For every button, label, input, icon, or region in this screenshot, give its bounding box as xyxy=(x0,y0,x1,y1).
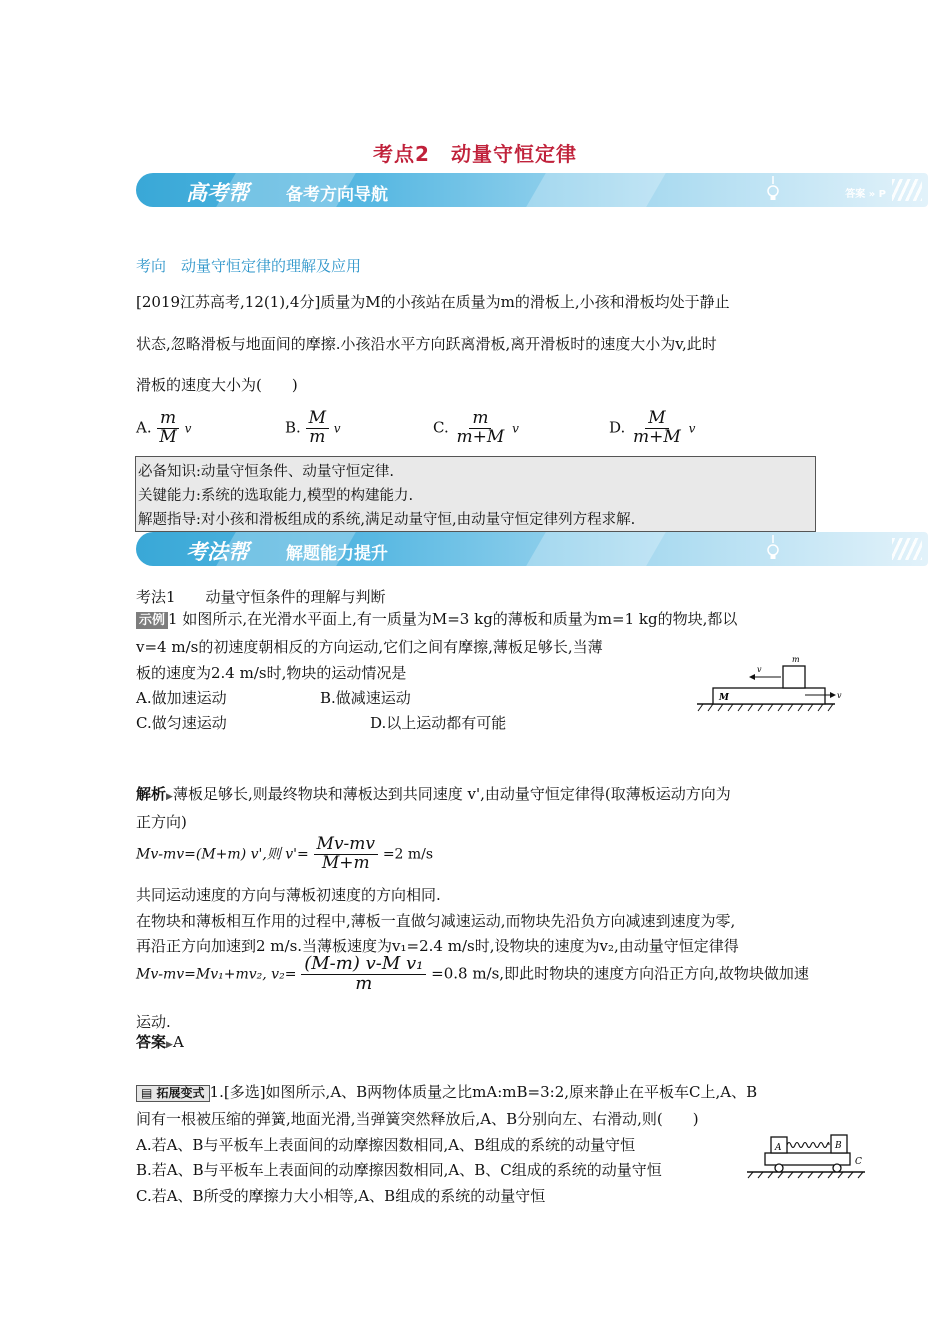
q1-line2: 状态,忽略滑板与地面间的摩擦.小孩沿水平方向跃离滑板,离开滑板时的速度大小为v,此时 xyxy=(136,335,717,353)
ext-option-b[interactable]: B.若A、B与平板车上表面间的动摩擦因数相同,A、B、C组成的系统的动量守恒 xyxy=(136,1161,662,1179)
solution-text: 薄板足够长,则最终物块和薄板达到共同速度 v',由动量守恒定律得(取薄板运动方向为 xyxy=(172,785,731,803)
option-tail: v xyxy=(512,421,519,436)
numerator: M xyxy=(645,410,668,429)
ext-text: 1.[多选]如图所示,A、B两物体质量之比mA:mB=3:2,原来静止在平板车C上,A、B xyxy=(209,1083,758,1101)
q1-option-b[interactable] xyxy=(285,410,341,447)
banner-kaofabang xyxy=(136,532,928,566)
numerator: m xyxy=(469,410,491,429)
box-line2: 关键能力:系统的选取能力,模型的构建能力. xyxy=(138,488,414,504)
equation-2 xyxy=(136,955,809,994)
label-v1: v xyxy=(757,665,762,674)
ext-tag-label: 拓展变式 xyxy=(156,1086,205,1100)
eq2-right: =0.8 m/s,即此时物块的速度方向沿正方向,故物块做加速 xyxy=(431,964,809,983)
example-tag: 示例 xyxy=(136,612,168,629)
label-B: B xyxy=(835,1141,842,1151)
page-title: 考点2 动量守恒定律 xyxy=(373,142,577,166)
banner-main: 考法帮 xyxy=(186,540,249,564)
q1-line3: 滑板的速度大小为( ) xyxy=(136,376,298,394)
numerator: (M-m) v-M v₁ xyxy=(301,955,426,975)
stripes-decoration xyxy=(892,538,922,560)
answer-value: A xyxy=(172,1033,184,1051)
numerator: M xyxy=(306,410,329,429)
option-tail: v xyxy=(184,421,192,436)
example-option-a[interactable]: A.做加速运动 xyxy=(136,689,227,707)
kaofa1-heading: 考法1 动量守恒条件的理解与判断 xyxy=(136,588,386,606)
option-label: C. xyxy=(433,418,449,437)
banner-sub: 解题能力提升 xyxy=(286,544,388,564)
doc-icon: ▤ xyxy=(141,1086,157,1100)
solution-line3: 共同运动速度的方向与薄板初速度的方向相同. xyxy=(136,886,441,904)
banner-sub: 备考方向导航 xyxy=(286,185,388,205)
example-line3: 板的速度为2.4 m/s时,物块的运动情况是 xyxy=(136,664,407,682)
fraction xyxy=(306,410,329,447)
denominator: M xyxy=(159,426,177,447)
denominator: m xyxy=(309,426,326,447)
ext-option-c[interactable]: C.若A、B所受的摩擦力大小相等,A、B组成的系统的动量守恒 xyxy=(136,1187,546,1205)
label-C: C xyxy=(855,1157,862,1167)
board-block-figure xyxy=(695,652,845,714)
triangle-icon: ▶ xyxy=(166,792,173,802)
fraction xyxy=(301,955,426,994)
cart-spring-figure xyxy=(745,1128,870,1180)
box-line3: 解题指导:对小孩和滑板组成的系统,满足动量守恒,由动量守恒定律列方程求解. xyxy=(138,512,636,528)
label-M: M xyxy=(719,693,729,703)
numerator: m xyxy=(157,410,179,429)
kaoxiang-heading: 考向 动量守恒定律的理解及应用 xyxy=(136,257,362,275)
triangle-icon: ▶ xyxy=(166,1040,173,1050)
stripes-decoration xyxy=(892,179,922,201)
banner-main: 高考帮 xyxy=(186,181,249,205)
option-label: D. xyxy=(609,418,626,437)
example-text: 1 如图所示,在光滑水平面上,有一质量为M=3 kg的薄板和质量为m=1 kg的物块,都以 xyxy=(168,610,738,628)
box-line1: 必备知识:动量守恒条件、动量守恒定律. xyxy=(138,464,394,480)
q1-option-d[interactable] xyxy=(609,410,695,447)
example-option-c[interactable]: C.做匀速运动 xyxy=(136,714,227,732)
ext-line2: 间有一根被压缩的弹簧,地面光滑,当弹簧突然释放后,A、B分别向左、右滑动,则( ) xyxy=(136,1110,699,1128)
label-m: m xyxy=(792,655,800,664)
q1-option-c[interactable] xyxy=(433,410,519,447)
ext-tag xyxy=(136,1085,210,1102)
example-line1 xyxy=(136,608,737,629)
eq1-left: Mv-mv=(M+m) v',则 v'= xyxy=(136,846,309,863)
solution-tag: 解析 xyxy=(136,785,167,803)
answer-line xyxy=(136,1031,184,1052)
option-label: B. xyxy=(285,418,301,437)
q1-option-a[interactable] xyxy=(136,410,191,447)
solution-line6: 运动. xyxy=(136,1013,171,1031)
q1-line1: [2019江苏高考,12(1),4分]质量为M的小孩站在质量为m的滑板上,小孩和滑板均处于静止 xyxy=(136,293,730,311)
solution-line4: 在物块和薄板相互作用的过程中,薄板一直做匀减速运动,而物块先沿负方向减速到速度为零, xyxy=(136,912,736,930)
option-tail: v xyxy=(333,421,341,436)
denominator: M+m xyxy=(321,852,370,873)
banner-gaokaobang xyxy=(136,173,928,207)
label-v2: v xyxy=(837,691,842,700)
solution-line1 xyxy=(136,783,731,804)
label-A: A xyxy=(775,1143,782,1153)
fraction xyxy=(454,410,508,447)
option-tail: v xyxy=(688,421,696,436)
ext-line1 xyxy=(136,1081,757,1102)
eq2-left: Mv-mv=Mv₁+mv₂, v₂= xyxy=(136,966,297,983)
lightbulb-icon xyxy=(766,176,780,202)
ext-option-a[interactable]: A.若A、B与平板车上表面间的动摩擦因数相同,A、B组成的系统的动量守恒 xyxy=(136,1136,636,1154)
example-line2: v=4 m/s的初速度朝相反的方向运动,它们之间有摩擦,薄板足够长,当薄 xyxy=(136,638,603,656)
fraction xyxy=(314,836,378,873)
numerator: Mv-mv xyxy=(314,836,378,855)
solution-line2: 正方向) xyxy=(136,813,187,831)
answer-tag: 答案 xyxy=(136,1033,167,1051)
denominator: m+M xyxy=(633,426,681,447)
eq1-right: =2 m/s xyxy=(382,846,434,863)
example-option-d[interactable]: D.以上运动都有可能 xyxy=(370,714,507,732)
fraction xyxy=(156,410,179,447)
knowledge-box xyxy=(135,456,816,532)
equation-1 xyxy=(136,836,433,873)
denominator: m xyxy=(355,972,373,994)
example-option-b[interactable]: B.做减速运动 xyxy=(320,689,411,707)
denominator: m+M xyxy=(456,426,505,447)
lightbulb-icon xyxy=(766,535,780,561)
solution-line5: 再沿正方向加速到2 m/s.当薄板速度为v₁=2.4 m/s时,设物块的速度为v₂,由动量守恒定律得 xyxy=(136,937,739,955)
option-label: A. xyxy=(136,418,152,437)
fraction xyxy=(630,410,684,447)
answer-ref: 答案 » P xyxy=(845,189,886,200)
